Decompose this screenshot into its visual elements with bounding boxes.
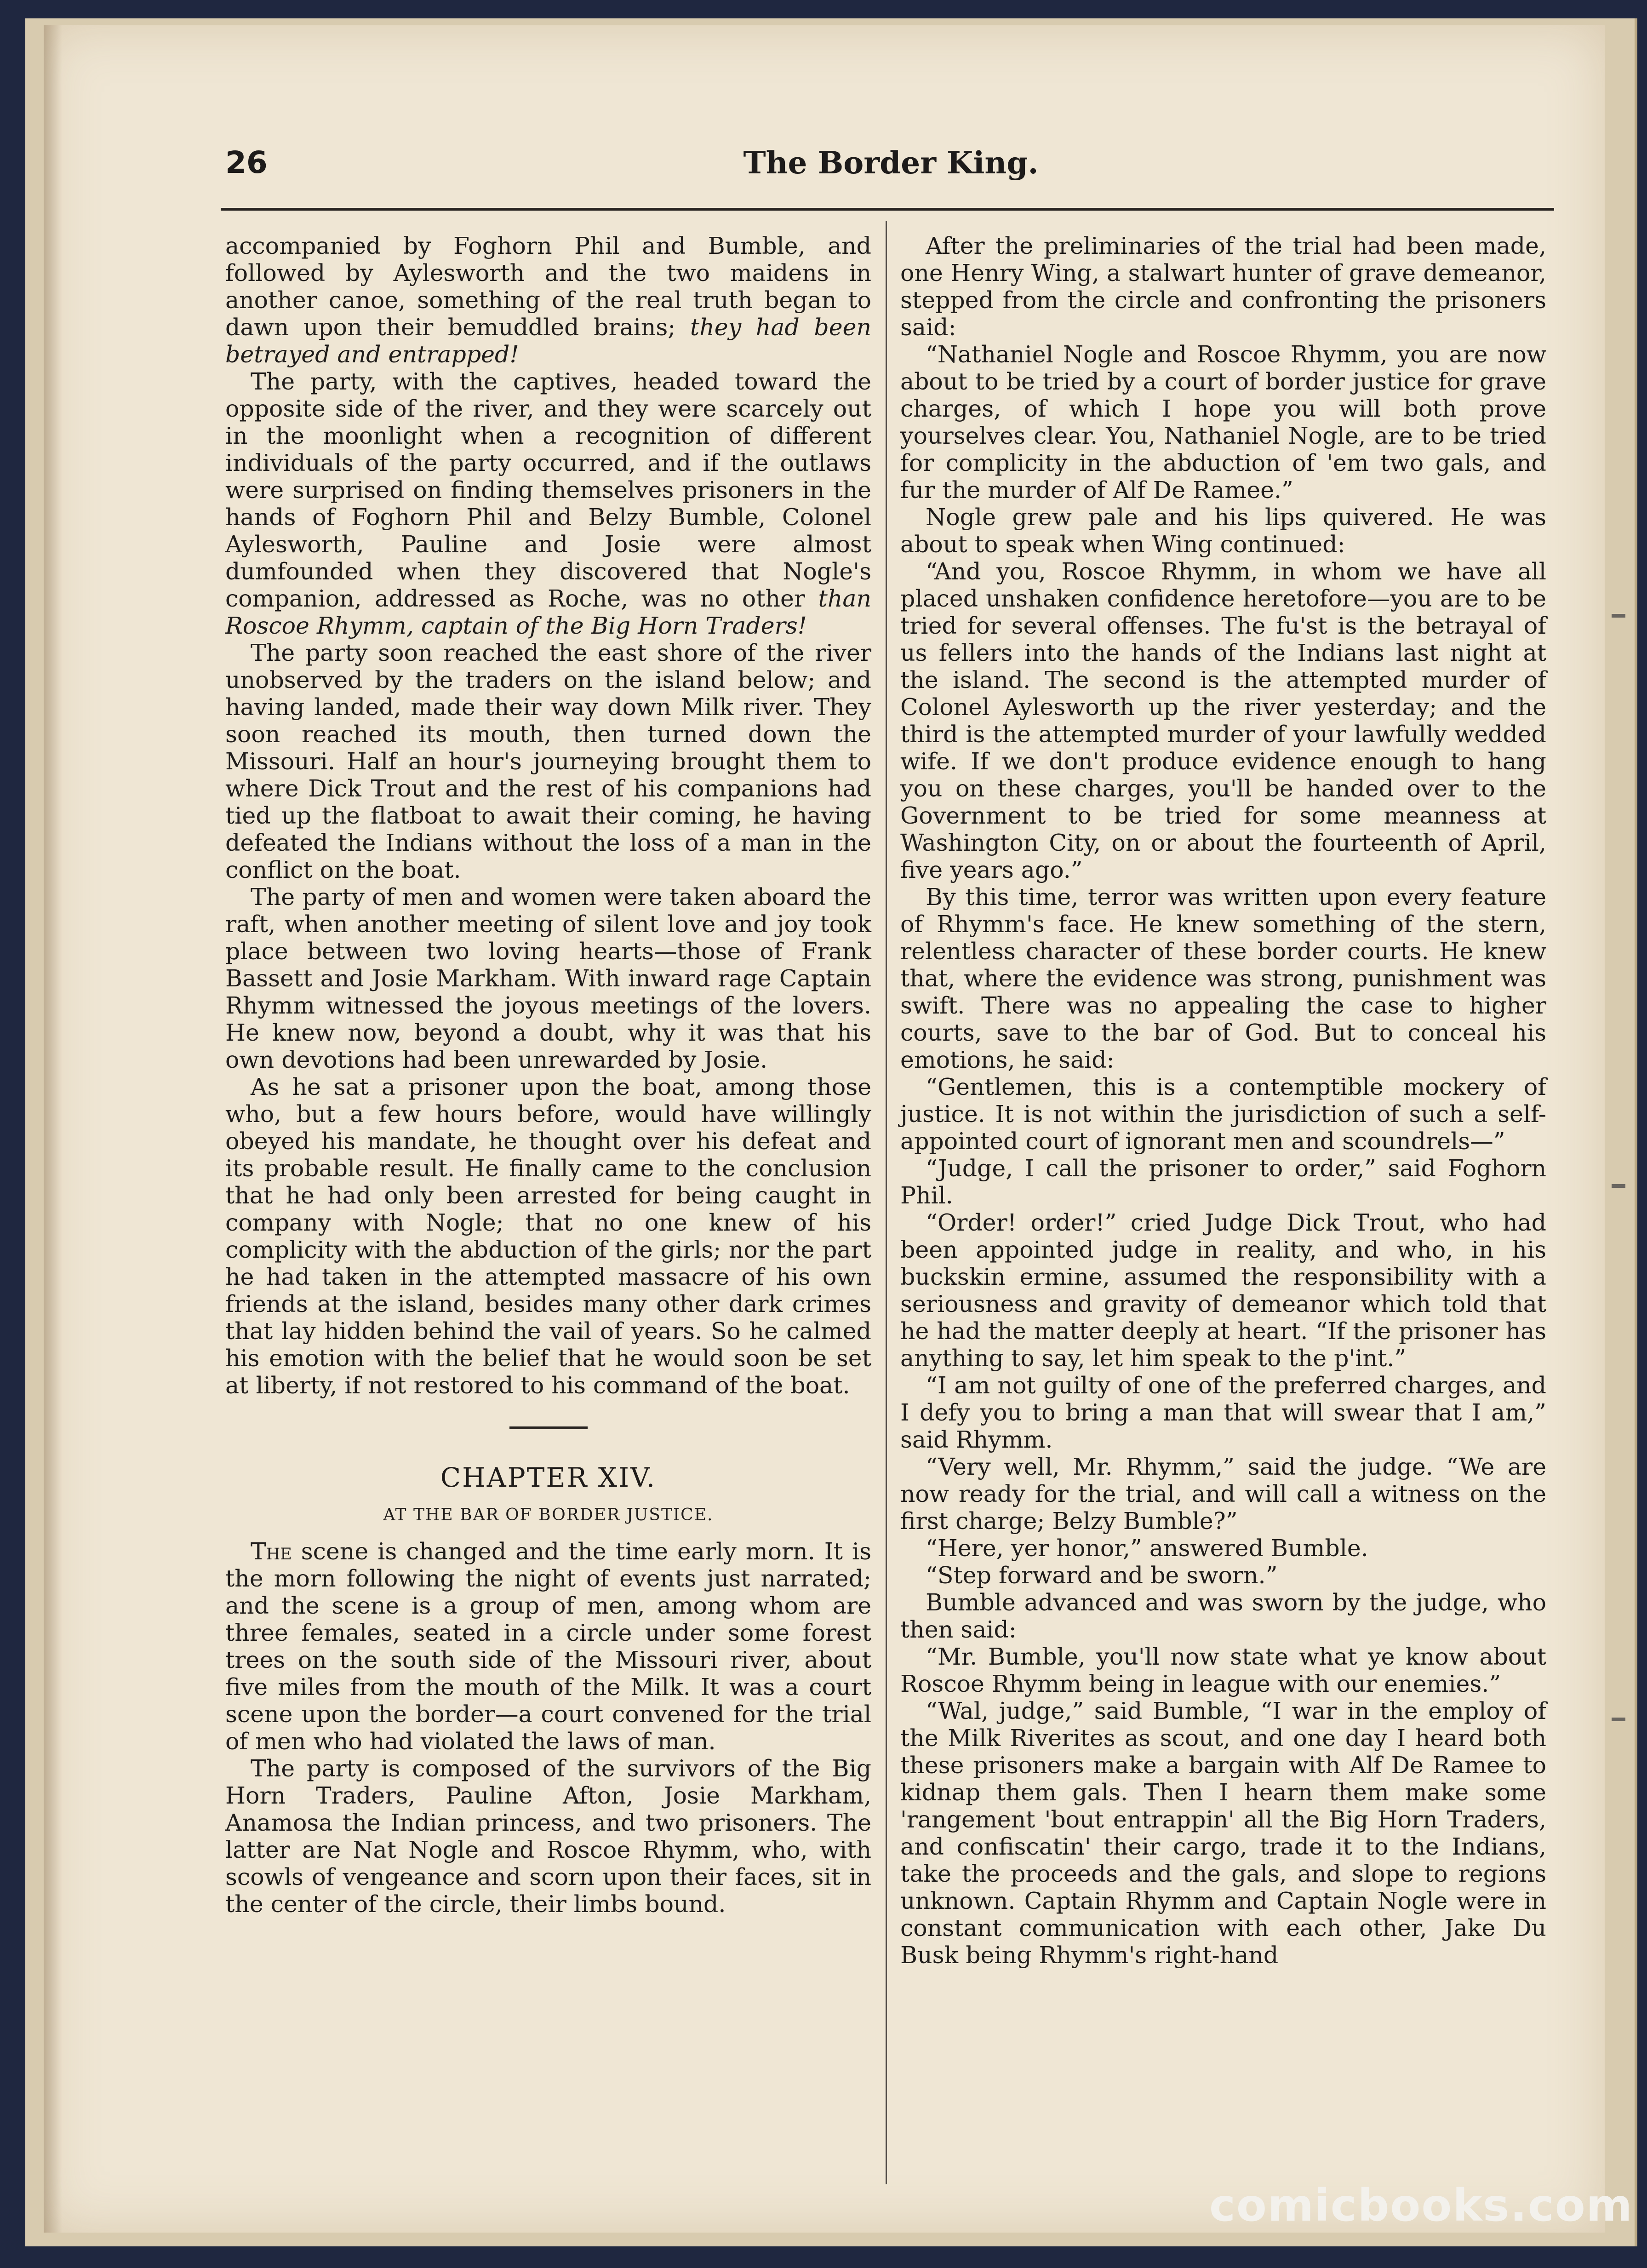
binding-staple — [1612, 1718, 1625, 1721]
paragraph-text: scene is changed and the time early morn. It is the morn following the night of events just narrated; and the scene is a group of men, among whom are three females, seated in a circle under some forest trees on the south side of the Missouri river, about five miles from the mouth of the Milk. It was a court scene upon the border—a court convened for the trial of men who had violated the laws of man. — [225, 1538, 871, 1755]
site-watermark: comicbooks.com — [1209, 2180, 1633, 2231]
paragraph: “Nathaniel Nogle and Roscoe Rhymm, you are now about to be tried by a court of border justice for grave charges, of which I hope you will both prove yourselves clear. You, Nathaniel Nogle, are to be tried for complicity in the abduction of 'em two gals, and fur the murder of Alf De Ramee.” — [900, 341, 1546, 504]
paragraph: “And you, Roscoe Rhymm, in whom we have all placed unshaken confidence heretofore—you are to be tried for several offenses. The fu'st is the betrayal of us fellers into the hands of the Indians last night at the island. The second is the attempted murder of Colonel Aylesworth up the river yesterday; and the third is the attempted murder of your lawfully wedded wife. If we don't produce evidence enough to hang you on these charges, you'll be handed over to the Government to be tried for some meanness at Washington City, on or about the fourteenth of April, five years ago.” — [900, 558, 1546, 883]
paragraph: The party is composed of the survivors of the Big Horn Traders, Pauline Afton, Josie Markham, Anamosa the Indian princess, and two prisoners. The latter are Nat Nogle and Roscoe Rhymm, who, with scowls of vengeance and scorn upon their faces, sit in the center of the circle, their limbs bound. — [225, 1755, 871, 1918]
paragraph: “Wal, judge,” said Bumble, “I war in the employ of the Milk Riverites as scout, and one day I heard both these prisoners make a bargain with Alf De Ramee to kidnap them gals. Then I hearn them make some 'rangement 'bout entrappin' all the Big Horn Traders, and confiscatin' their cargo, trade it to the Indians, take the proceeds and the gals, and slope to regions unknown. Captain Rhymm and Captain Nogle were in constant communication with each other, Jake Du Busk being Rhymm's right-hand — [900, 1697, 1546, 1969]
paragraph: “Gentlemen, this is a contemptible mockery of justice. It is not within the jurisdiction of such a self-appointed court of ignorant men and scoundrels—” — [900, 1073, 1546, 1155]
paragraph: “Judge, I call the prisoner to order,” said Foghorn Phil. — [900, 1155, 1546, 1209]
paragraph: The party of men and women were taken aboard the raft, when another meeting of silent love and joy took place between two loving hearts—those of Frank Bassett and Josie Markham. With inward rage Captain Rhymm witnessed the joyous meetings of the lovers. He knew now, beyond a doubt, why it was that his own devotions had been unrewarded by Josie. — [225, 883, 871, 1073]
paragraph: “Here, yer honor,” answered Bumble. — [926, 1535, 1368, 1562]
paragraph: “Mr. Bumble, you'll now state what ye know about Roscoe Rhymm being in league with our enemies.” — [900, 1643, 1546, 1697]
paragraph: As he sat a prisoner upon the boat, among those who, but a few hours before, would have willingly obeyed his mandate, he thought over his defeat and its probable result. He finally came to the conclusion that he had only been arrested for being caught in company with Nogle; that no one knew of his complicity with the abduction of the girls; nor the part he had taken in the attempted massacre of his own friends at the island, besides many other dark crimes that lay hidden behind the vail of years. So he calmed his emotion with the belief that he would soon be set at liberty, if not restored to his command of the boat. — [225, 1073, 871, 1399]
paragraph: By this time, terror was written upon every feature of Rhymm's face. He knew something of the stern, relentless character of these border courts. He knew that, where the evidence was strong, punishment was swift. There was no appealing the case to higher courts, save to the bar of God. But to conceal his emotions, he said: — [900, 883, 1546, 1073]
page-header — [225, 145, 1556, 200]
paragraph: “Step forward and be sworn.” — [926, 1562, 1278, 1589]
paragraph: After the preliminaries of the trial had been made, one Henry Wing, a stalwart hunter of grave demeanor, stepped from the circle and confronting the prisoners said: — [900, 232, 1546, 341]
paragraph: “I am not guilty of one of the preferred charges, and I defy you to bring a man that will swear that I am,” said Rhymm. — [900, 1372, 1546, 1453]
chapter-rule — [509, 1426, 588, 1429]
binding-staple — [1612, 614, 1625, 618]
paragraph: The party soon reached the east shore of the river unobserved by the traders on the island below; and having landed, made their way down Milk river. They soon reached its mouth, then turned down the Missouri. Half an hour's journeying brought them to where Dick Trout and the rest of his companions had tied up the flatboat to await their coming, he having defeated the Indians without the loss of a man in the conflict on the boat. — [225, 639, 871, 883]
chapter-subtitle: AT THE BAR OF BORDER JUSTICE. — [383, 1506, 714, 1524]
running-title: The Border King. — [743, 145, 1039, 181]
paragraph-text: accompanied by Foghorn Phil and Bumble, and followed by Aylesworth and the two maidens in another canoe, something of the real truth began to dawn upon their bemuddled brains; — [225, 232, 871, 341]
paragraph — [225, 1538, 871, 1755]
italic-text: they had been betrayed and entrapped! — [225, 314, 871, 368]
paragraph-text: The party, with the captives, headed toward the opposite side of the river, and they were scarcely out in the moonlight when a recognition of different individuals of the party occurred, and if the outlaws were surprised on finding themselves prisoners in the hands of Foghorn Phil and Belzy Bumble, Colonel Aylesworth, Pauline and Josie were almost dumfounded when they discovered that Nogle's companion, addressed as Roche, was no other — [225, 368, 871, 612]
binding-shadow — [44, 25, 62, 2233]
paragraph: “Order! order!” cried Judge Dick Trout, who had been appointed judge in reality, and who, in his buckskin ermine, assumed the responsibility with a seriousness and gravity of demeanor which told that he had the matter deeply at heart. “If the prisoner has anything to say, let him speak to the p'int.” — [900, 1209, 1546, 1372]
paragraph: Bumble advanced and was sworn by the judge, who then said: — [900, 1589, 1546, 1643]
left-column — [225, 232, 871, 1918]
header-rule — [221, 208, 1554, 211]
paragraph — [225, 232, 871, 368]
page-number: 26 — [225, 145, 268, 180]
italic-text: than Roscoe Rhymm, captain of the Big Horn Traders! — [225, 585, 871, 639]
binding-staple — [1612, 1184, 1625, 1188]
lead-word: The — [251, 1538, 292, 1565]
column-divider — [886, 221, 887, 2184]
paragraph: “Very well, Mr. Rhymm,” said the judge. “We are now ready for the trial, and will call a witness on the first charge; Belzy Bumble?” — [900, 1453, 1546, 1535]
paragraph — [225, 368, 871, 639]
chapter-title: CHAPTER XIV. — [440, 1462, 657, 1493]
paragraph: Nogle grew pale and his lips quivered. He was about to speak when Wing continued: — [900, 504, 1546, 558]
right-column — [900, 232, 1546, 1969]
